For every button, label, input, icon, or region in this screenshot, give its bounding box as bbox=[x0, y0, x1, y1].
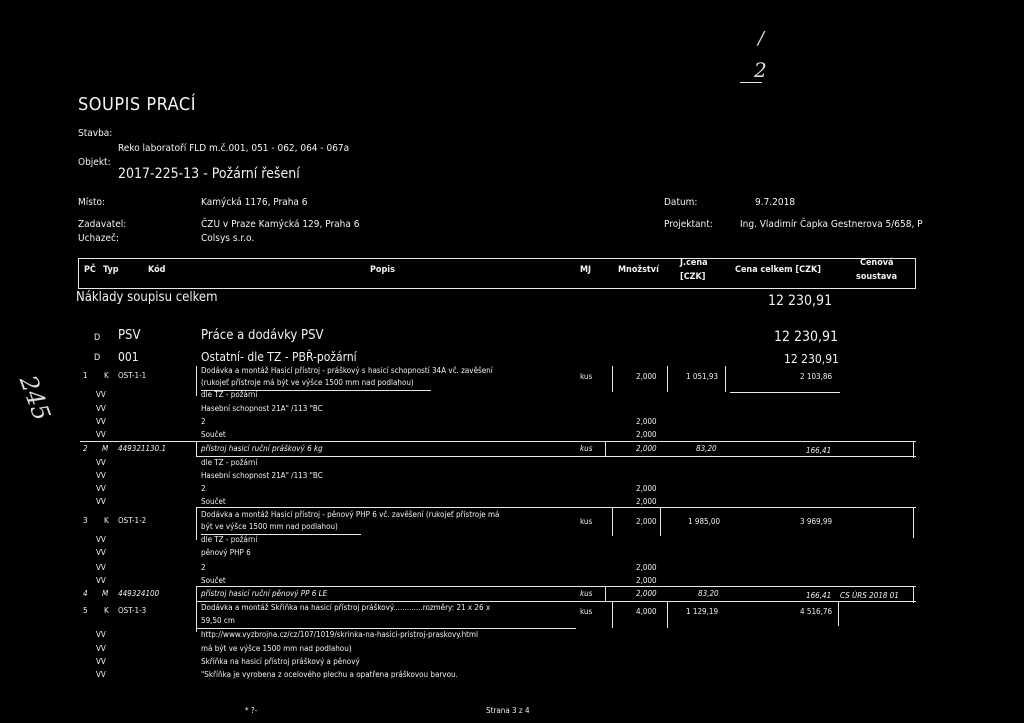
psv-d: D bbox=[94, 333, 101, 343]
row1-mj: kus bbox=[580, 372, 593, 381]
row3-vv4-desc: Součet bbox=[201, 576, 226, 585]
row2-vv1-desc: dle TZ - požární bbox=[201, 458, 258, 467]
zadavatel-value: ČZU v Praze Kamýcká 129, Praha 6 bbox=[201, 219, 360, 230]
row2-vv1-type: VV bbox=[96, 458, 106, 467]
row1-vv4-desc: Součet bbox=[201, 430, 226, 439]
objekt-label: Objekt: bbox=[78, 157, 111, 168]
row2-jcena: 83,20 bbox=[696, 444, 717, 453]
row2-vv4-type: VV bbox=[96, 497, 106, 506]
row5-pc: 5 bbox=[83, 606, 88, 615]
side-note: 245 bbox=[13, 371, 56, 425]
col-soustava: soustava bbox=[856, 272, 898, 282]
summary-label: Náklady soupisu celkem bbox=[76, 290, 218, 305]
row3-vv3-qty: 2,000 bbox=[636, 563, 657, 572]
row1-jcena: 1 051,93 bbox=[686, 372, 719, 381]
row3-total: 3 969,99 bbox=[800, 517, 833, 526]
row1-vv3-type: VV bbox=[96, 417, 106, 426]
row2-vv3-type: VV bbox=[96, 484, 106, 493]
row2-desc: přístroj hasicí ruční práškový 6 kg bbox=[201, 444, 323, 453]
top-mark-2: 2 bbox=[754, 58, 767, 82]
row2-vv4-qty: 2,000 bbox=[636, 497, 657, 506]
row3-pc: 3 bbox=[83, 516, 88, 525]
row3-qty: 2,000 bbox=[636, 517, 657, 526]
stavba-value: Reko laboratoří FLD m.č.001, 051 - 062, 064 - 067a bbox=[118, 143, 350, 154]
row5-vv4-type: VV bbox=[96, 670, 106, 679]
row5-mj: kus bbox=[580, 607, 593, 616]
row2-kod: 449321130.1 bbox=[118, 444, 167, 453]
page-title: SOUPIS PRACÍ bbox=[78, 94, 196, 115]
objekt-value: 2017-225-13 - Požární řešení bbox=[118, 166, 300, 182]
footer-page: Strana 3 z 4 bbox=[486, 706, 530, 715]
row1-pc: 1 bbox=[83, 371, 88, 380]
col-cena-celkem: Cena celkem [CZK] bbox=[735, 265, 821, 275]
row3-vv3-desc: 2 bbox=[201, 563, 206, 572]
row4-qty: 2,000 bbox=[636, 589, 657, 598]
s001-value: 12 230,91 bbox=[784, 352, 839, 366]
s001-code: 001 bbox=[118, 350, 139, 364]
projektant-label: Projektant: bbox=[664, 219, 713, 230]
row1-typ: K bbox=[104, 371, 109, 380]
psv-value: 12 230,91 bbox=[774, 329, 839, 345]
row4-desc: přístroj hasicí ruční pěnový PP 6 LE bbox=[201, 589, 328, 598]
row2-vv4-desc: Součet bbox=[201, 497, 226, 506]
row5-vv1-type: VV bbox=[96, 630, 106, 639]
col-jcena: J.cena bbox=[680, 258, 708, 268]
row4-pc: 4 bbox=[83, 589, 88, 598]
row1-vv1-type: VV bbox=[96, 390, 106, 399]
row3-vv2-desc: pěnový PHP 6 bbox=[201, 548, 251, 557]
row4-jcena: 83,20 bbox=[698, 589, 719, 598]
row3-desc-2: být ve výšce 1500 mm nad podlahou) bbox=[201, 522, 338, 531]
row5-qty: 4,000 bbox=[636, 607, 657, 616]
row2-qty: 2,000 bbox=[636, 444, 657, 453]
datum-value: 9.7.2018 bbox=[755, 197, 796, 208]
row3-jcena: 1 985,00 bbox=[688, 517, 721, 526]
row2-vv2-desc: Hasební schopnost 21A" /113 "BC bbox=[201, 471, 323, 480]
row1-vv2-type: VV bbox=[96, 404, 106, 413]
row5-vv3-type: VV bbox=[96, 657, 106, 666]
row1-vv4-qty: 2,000 bbox=[636, 430, 657, 439]
col-cenova: Cenová bbox=[860, 258, 894, 268]
stavba-label: Stavba: bbox=[78, 128, 113, 139]
row5-typ: K bbox=[104, 606, 109, 615]
row2-typ: M bbox=[102, 444, 109, 453]
row3-vv4-type: VV bbox=[96, 576, 106, 585]
datum-label: Datum: bbox=[664, 197, 698, 208]
row4-mj: kus bbox=[580, 589, 593, 598]
row4-total: 166,41 bbox=[806, 591, 832, 600]
row4-kod: 449324100 bbox=[118, 589, 160, 598]
row3-vv2-type: VV bbox=[96, 548, 106, 557]
row5-vv3-desc: Skříňka na hasicí přístroj práškový a pěnový bbox=[201, 657, 360, 666]
uchazec-label: Uchazeč: bbox=[78, 233, 119, 244]
row1-vv4-type: VV bbox=[96, 430, 106, 439]
s001-d: D bbox=[94, 353, 101, 363]
summary-value: 12 230,91 bbox=[768, 293, 833, 309]
row2-pc: 2 bbox=[83, 444, 88, 453]
col-popis: Popis bbox=[370, 265, 395, 275]
row3-desc-1: Dodávka a montáž Hasicí přístroj - pěnový PHP 6 vč. zavěšení (rukojeť přístroje má bbox=[201, 510, 500, 519]
misto-value: Kamýcká 1176, Praha 6 bbox=[201, 197, 308, 208]
row3-vv1-type: VV bbox=[96, 535, 106, 544]
row2-total: 166,41 bbox=[806, 446, 832, 455]
psv-label: Práce a dodávky PSV bbox=[201, 328, 324, 343]
uchazec-value: Colsys s.r.o. bbox=[201, 233, 255, 244]
row2-vv3-qty: 2,000 bbox=[636, 484, 657, 493]
col-typ: Typ bbox=[103, 265, 119, 275]
row5-jcena: 1 129,19 bbox=[686, 607, 719, 616]
row2-mj: kus bbox=[580, 444, 593, 453]
row5-total: 4 516,76 bbox=[800, 607, 833, 616]
row1-vv2-desc: Hasební schopnost 21A" /113 "BC bbox=[201, 404, 323, 413]
zadavatel-label: Zadavatel: bbox=[78, 219, 127, 230]
row1-total: 2 103,86 bbox=[800, 372, 833, 381]
col-mj: MJ bbox=[580, 265, 592, 275]
misto-label: Místo: bbox=[78, 197, 106, 208]
row3-vv1-desc: dle TZ - požární bbox=[201, 535, 258, 544]
row3-vv4-qty: 2,000 bbox=[636, 576, 657, 585]
row4-soustava: CS ÚRS 2018 01 bbox=[840, 591, 899, 600]
top-mark-1: / bbox=[758, 28, 765, 49]
row1-desc-1: Dodávka a montáž Hasicí přístroj - práškový s hasicí schopností 34A vč. zavěšení bbox=[201, 366, 493, 375]
row1-vv3-desc: 2 bbox=[201, 417, 206, 426]
row1-qty: 2,000 bbox=[636, 372, 657, 381]
row3-mj: kus bbox=[580, 517, 593, 526]
row3-vv3-type: VV bbox=[96, 563, 106, 572]
row2-vv3-desc: 2 bbox=[201, 484, 206, 493]
col-mnozstvi: Množství bbox=[618, 265, 659, 275]
row5-desc-2: 59,50 cm bbox=[201, 616, 235, 625]
row3-kod: OST-1-2 bbox=[118, 516, 147, 525]
row5-kod: OST-1-3 bbox=[118, 606, 147, 615]
row5-vv1-desc: http://www.vyzbrojna.cz/cz/107/1019/skrinka-na-hasici-pristroj-praskovy.html bbox=[201, 630, 479, 639]
row1-kod: OST-1-1 bbox=[118, 371, 147, 380]
col-jcena-unit: [CZK] bbox=[680, 272, 706, 282]
row5-vv4-desc: "Skříňka je vyrobena z ocelového plechu a opatřena práškovou barvou. bbox=[201, 670, 458, 679]
col-pc: PČ bbox=[84, 265, 96, 275]
footer-left: * ?- bbox=[245, 706, 258, 715]
projektant-value: Ing. Vladimír Čapka Gestnerova 5/658, P bbox=[740, 219, 923, 230]
row5-vv2-desc: má být ve výšce 1500 mm nad podlahou) bbox=[201, 644, 352, 653]
row1-desc-2: (rukojeť přístroje má být ve výšce 1500 mm nad podlahou) bbox=[201, 378, 414, 387]
row5-desc-1: Dodávka a montáž Skříňka na hasicí přístroj práškový.............rozměry: 21 x 26 x bbox=[201, 603, 491, 612]
row5-vv2-type: VV bbox=[96, 644, 106, 653]
row1-vv1-desc: dle TZ - požární bbox=[201, 390, 258, 399]
col-kod: Kód bbox=[148, 265, 166, 275]
psv-code: PSV bbox=[118, 328, 141, 343]
row1-vv3-qty: 2,000 bbox=[636, 417, 657, 426]
row4-typ: M bbox=[102, 589, 109, 598]
row2-vv2-type: VV bbox=[96, 471, 106, 480]
s001-label: Ostatní- dle TZ - PBŘ-požární bbox=[201, 350, 357, 364]
row3-typ: K bbox=[104, 516, 109, 525]
